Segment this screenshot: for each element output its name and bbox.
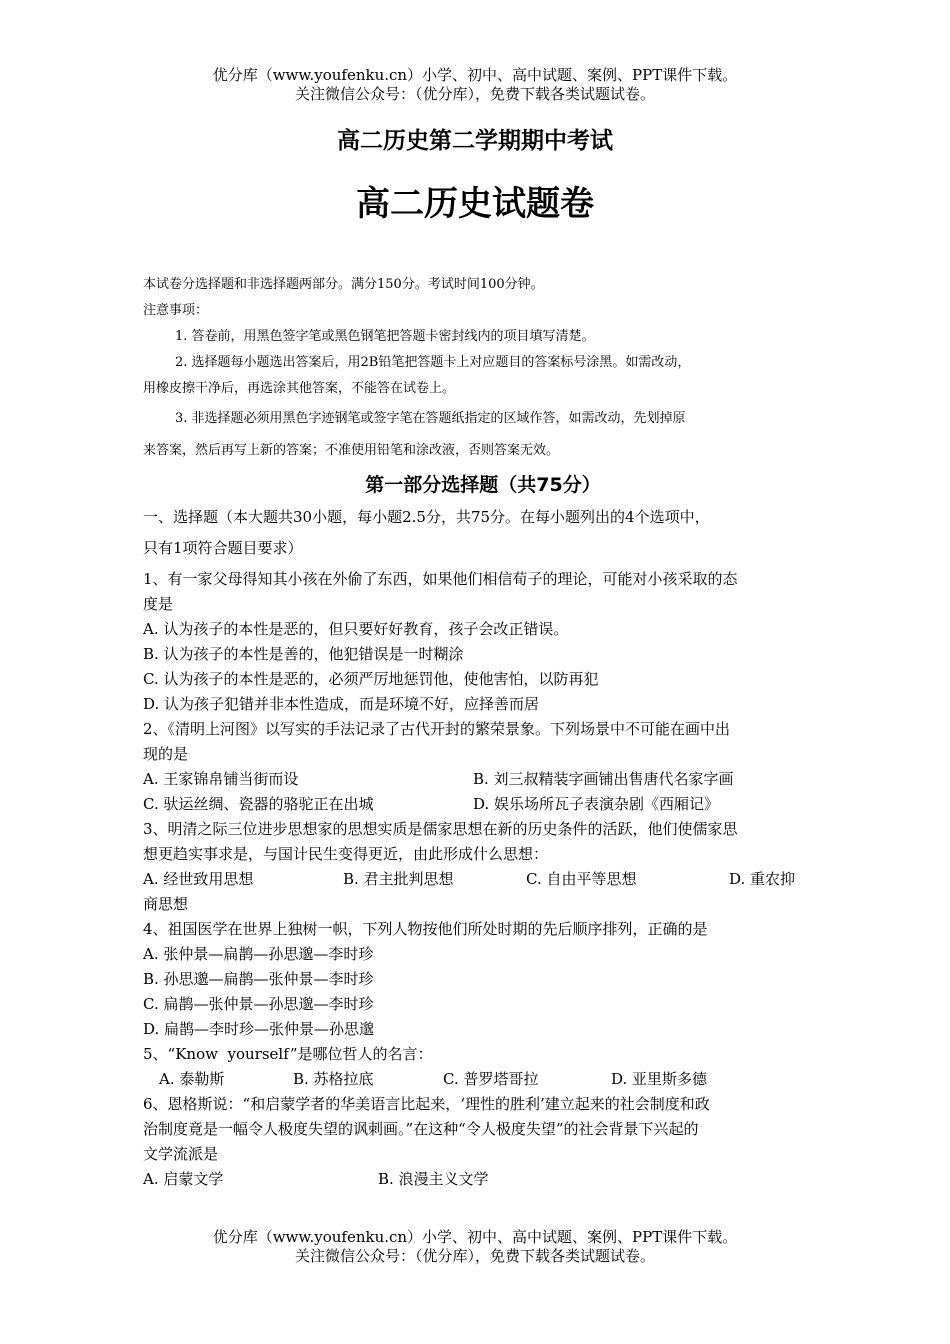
options-row: [143, 792, 823, 817]
exam-body: [143, 272, 823, 1192]
question-stem: 2、《清明上河图》以写实的手法记录了古代开封的繁荣景象。下列场景中不可能在画中出: [143, 720, 731, 738]
question-6: [143, 1092, 823, 1192]
option-a: A. 认为孩子的本性是恶的，但只要好好教育，孩子会改正错误。: [143, 620, 569, 638]
exam-subtitle: 高二历史试题卷: [356, 184, 594, 224]
notice-item-3-cont: 来答案，然后再写上新的答案；不准使用铅笔和涂改液，否则答案无效。: [143, 443, 560, 458]
options-row: [143, 867, 823, 892]
option-b: B. 孙思邈—扁鹊—张仲景—李时珍: [143, 970, 374, 988]
notice-item-3: 3. 非选择题必须用黑色字迹钢笔或签字笔在答题纸指定的区域作答，如需改动，先划掉原: [175, 411, 686, 426]
option-a: A. 经世致用思想: [143, 870, 254, 888]
option-d-cont: 商思想: [143, 895, 189, 913]
section-desc: 一、选择题（本大题共30小题，每小题2.5分，共75分。在每小题列出的4个选项中，: [143, 508, 710, 526]
options-row: [143, 767, 823, 792]
option-d: D. 扁鹊—李时珍—张仲景—孙思邈: [143, 1020, 375, 1038]
question-4: [143, 917, 823, 1042]
question-stem-cont: 度是: [143, 595, 174, 613]
option-b: B. 刘三叔精装字画铺出售唐代名家字画: [473, 770, 734, 788]
section-desc-cont: 只有1项符合题目要求）: [143, 539, 303, 557]
question-stem-cont: 文学流派是: [143, 1145, 219, 1163]
option-c: C. 认为孩子的本性是恶的，必须严厉地惩罚他，使他害怕，以防再犯: [143, 670, 599, 688]
option-b: B. 认为孩子的本性是善的，他犯错误是一时糊涂: [143, 645, 464, 663]
option-c: C. 普罗塔哥拉: [443, 1070, 539, 1088]
question-5: [143, 1042, 823, 1092]
question-stem: 4、祖国医学在世界上独树一帜，下列人物按他们所处时期的先后顺序排列，正确的是: [143, 920, 708, 938]
option-a: A. 张仲景—扁鹊—孙思邈—李时珍: [143, 945, 374, 963]
question-3: [143, 817, 823, 917]
option-d: D. 认为孩子犯错并非本性造成，而是环境不好，应择善而居: [143, 695, 540, 713]
option-d: D. 娱乐场所瓦子表演杂剧《西厢记》: [473, 795, 720, 813]
notice-item-1: 1. 答卷前，用黑色签字笔或黑色钢笔把答题卡密封线内的项目填写清楚。: [175, 329, 595, 344]
notice-item-2: 2. 选择题每小题选出答案后，用2B铅笔把答题卡上对应题目的答案标号涂黑。如需改动，: [175, 355, 691, 370]
notice-item-2-cont: 用橡皮擦干净后，再选涂其他答案，不能答在试卷上。: [143, 381, 456, 396]
header-line-2: 关注微信公众号：（优分库），免费下载各类试题试卷。: [294, 85, 655, 103]
option-b: B. 君主批判思想: [343, 870, 454, 888]
page-header: [0, 66, 950, 104]
question-stem-cont: 想更趋实事求是，与国计民生变得更近，由此形成什么思想：: [143, 845, 549, 863]
section-title: 第一部分选择题（共75分）: [365, 474, 601, 496]
question-stem: 1、有一家父母得知其小孩在外偷了东西，如果他们相信荀子的理论，可能对小孩采取的态: [143, 570, 738, 588]
option-c: C. 自由平等思想: [526, 870, 637, 888]
option-a: A. 启蒙文学: [143, 1170, 224, 1188]
option-b: B. 苏格拉底: [293, 1070, 374, 1088]
footer-line-2: 关注微信公众号：（优分库），免费下载各类试题试卷。: [294, 1247, 655, 1265]
question-stem-cont: 治制度竟是一幅令人极度失望的讽刺画。”在这种“令人极度失望”的社会背景下兴起的: [143, 1120, 699, 1138]
option-a: A. 王家锦帛铺当街而设: [143, 770, 299, 788]
question-2: [143, 717, 823, 817]
instructions: [143, 272, 823, 464]
options-row: [143, 1167, 823, 1192]
page-footer: [0, 1228, 950, 1266]
header-line-1: 优分库（www.youfenku.cn）小学、初中、高中试题、案例、PPT课件下载。: [212, 66, 738, 84]
question-stem-cont: 现的是: [143, 745, 189, 763]
option-c: C. 驮运丝绸、瓷器的骆驼正在出城: [143, 795, 374, 813]
question-stem: 6、恩格斯说：“和启蒙学者的华美语言比起来，‘理性的胜利’建立起来的社会制度和政: [143, 1095, 710, 1113]
options-row: [143, 1067, 823, 1092]
question-1: [143, 567, 823, 717]
footer-line-1: 优分库（www.youfenku.cn）小学、初中、高中试题、案例、PPT课件下载。: [212, 1228, 738, 1246]
option-b: B. 浪漫主义文学: [378, 1170, 489, 1188]
question-stem: 5、“Know yourself”是哪位哲人的名言：: [143, 1045, 433, 1063]
option-d: D. 重农抑: [729, 870, 796, 888]
option-d: D. 亚里斯多德: [611, 1070, 708, 1088]
notice-heading: 注意事项：: [143, 303, 209, 318]
intro-line: 本试卷分选择题和非选择题两部分。满分150分。考试时间100分钟。: [143, 277, 544, 292]
option-a: A. 泰勒斯: [159, 1070, 225, 1088]
question-stem: 3、明清之际三位进步思想家的思想实质是儒家思想在新的历史条件的活跃，他们使儒家思: [143, 820, 738, 838]
exam-title: 高二历史第二学期期中考试: [337, 128, 613, 154]
option-c: C. 扁鹊—张仲景—孙思邈—李时珍: [143, 995, 374, 1013]
